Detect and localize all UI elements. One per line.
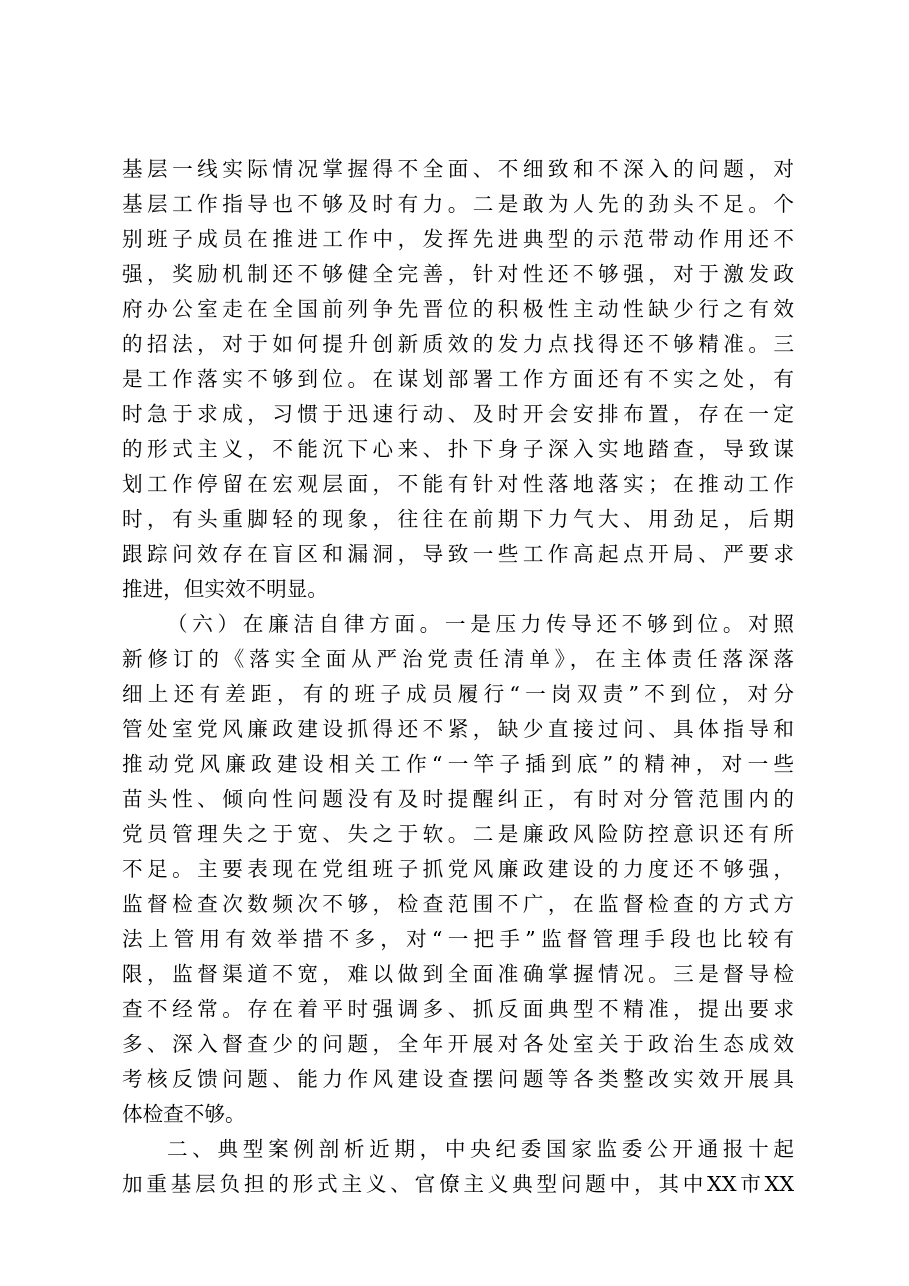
text-line: 推动党风廉政建设相关工作“一竿子插到底”的精神，对一些 bbox=[122, 752, 794, 776]
text-line: 不足。主要表现在党组班子抓党风廉政建设的力度还不够强， bbox=[122, 857, 794, 881]
text-line: 体检查不够。 bbox=[122, 1102, 246, 1126]
text-line: 细上还有差距，有的班子成员履行“一岗双责”不到位，对分 bbox=[122, 682, 794, 706]
text-line: 强，奖励机制还不够健全完善，针对性还不够强，对于激发政 bbox=[122, 262, 794, 286]
text-line: 划工作停留在宏观层面，不能有针对性落地落实；在推动工作 bbox=[122, 472, 794, 496]
text-line: 法上管用有效举措不多，对“一把手”监督管理手段也比较有 bbox=[122, 927, 794, 951]
paragraph-first-line: （六）在廉洁自律方面。一是压力传导还不够到位。对照 bbox=[167, 612, 794, 636]
text-line: 推进，但实效不明显。 bbox=[122, 577, 328, 601]
text-line: 考核反馈问题、能力作风建设查摆问题等各类整改实效开展具 bbox=[122, 1067, 794, 1091]
text-line: 党员管理失之于宽、失之于软。二是廉政风险防控意识还有所 bbox=[122, 822, 794, 846]
text-line: 加重基层负担的形式主义、官僚主义典型问题中，其中XX市XX bbox=[122, 1172, 794, 1196]
text-line: 新修订的《落实全面从严治党责任清单》，在主体责任落深落 bbox=[122, 647, 794, 671]
text-line: 的形式主义，不能沉下心来、扑下身子深入实地踏查，导致谋 bbox=[122, 437, 794, 461]
text-line: 别班子成员在推进工作中，发挥先进典型的示范带动作用还不 bbox=[122, 227, 794, 251]
text-line: 监督检查次数频次不够，检查范围不广，在监督检查的方式方 bbox=[122, 892, 794, 916]
text-line: 查不经常。存在着平时强调多、抓反面典型不精准，提出要求 bbox=[122, 997, 794, 1021]
text-line: 限，监督渠道不宽，难以做到全面准确掌握情况。三是督导检 bbox=[122, 962, 794, 986]
text-line: 是工作落实不够到位。在谋划部署工作方面还有不实之处，有 bbox=[122, 367, 794, 391]
text-line: 时，有头重脚轻的现象，往往在前期下力气大、用劲足，后期 bbox=[122, 507, 794, 531]
text-line: 跟踪问效存在盲区和漏洞，导致一些工作高起点开局、严要求 bbox=[122, 542, 794, 566]
text-line: 苗头性、倾向性问题没有及时提醒纠正，有时对分管范围内的 bbox=[122, 787, 794, 811]
text-line: 多、深入督查少的问题，全年开展对各处室关于政治生态成效 bbox=[122, 1032, 794, 1056]
text-line: 基层工作指导也不够及时有力。二是敢为人先的劲头不足。个 bbox=[122, 192, 794, 216]
text-line: 管处室党风廉政建设抓得还不紧，缺少直接过问、具体指导和 bbox=[122, 717, 794, 741]
text-line: 府办公室走在全国前列争先晋位的积极性主动性缺少行之有效 bbox=[122, 297, 794, 321]
text-line: 的招法，对于如何提升创新质效的发力点找得还不够精准。三 bbox=[122, 332, 794, 356]
text-line: 基层一线实际情况掌握得不全面、不细致和不深入的问题，对 bbox=[122, 157, 794, 181]
paragraph-first-line: 二、典型案例剖析近期，中央纪委国家监委公开通报十起 bbox=[167, 1137, 794, 1161]
text-line: 时急于求成，习惯于迅速行动、及时开会安排布置，存在一定 bbox=[122, 402, 794, 426]
